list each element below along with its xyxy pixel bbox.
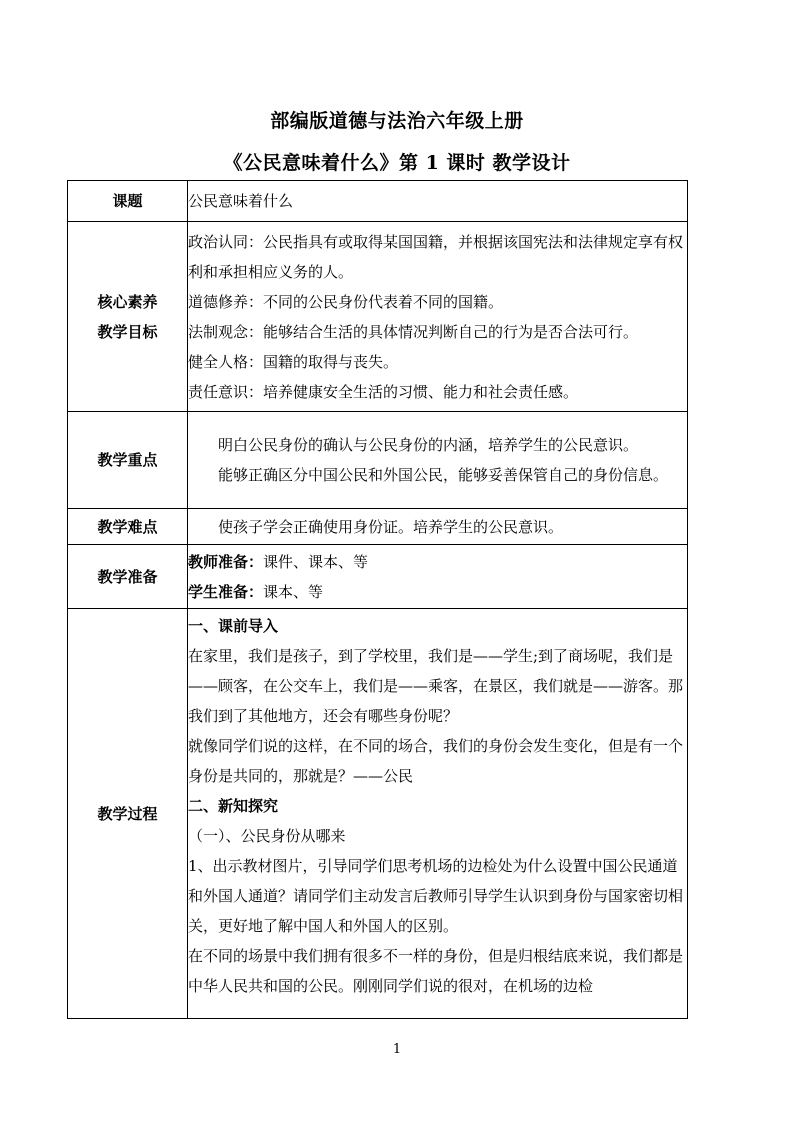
difficulty-content [188, 509, 688, 545]
difficulty-label: 教学难点 [68, 509, 188, 545]
student-prep-value: 课本、等 [263, 582, 324, 601]
goals-label-line2: 教学目标 [97, 322, 158, 341]
student-prep-label: 学生准备： [188, 582, 264, 601]
topic-label: 课题 [68, 181, 188, 222]
goal-item: 政治认同：公民指具有或取得某国国籍，并根据该国宪法和法律规定享有权利和承担相应义务的人。 [188, 232, 684, 281]
section-heading: 二、新知探究 [188, 797, 279, 815]
goal-item: 健全人格：国籍的取得与丧失。 [188, 352, 399, 371]
preparation-content [188, 545, 688, 609]
subsection-heading: （一）、公民身份从哪来 [188, 827, 346, 845]
teacher-prep-label: 教师准备： [188, 552, 264, 571]
document-title: 部编版道德与法治六年级上册 [270, 110, 524, 132]
topic-value: 公民意味着什么 [188, 181, 688, 222]
teacher-prep-value: 课件、课本、等 [263, 552, 369, 571]
page-number: 1 [392, 1042, 402, 1057]
row-key-points [68, 412, 688, 509]
process-content [188, 609, 688, 1019]
paragraph: 在不同的场景中我们拥有很多不一样的身份，但是归根结底来说，我们都是中华人民共和国的公民。刚刚同学们说的很对，在机场的边检 [188, 947, 684, 995]
lesson-plan-table [67, 180, 688, 1019]
row-process [68, 609, 688, 1019]
paragraph: 在家里，我们是孩子，到了学校里，我们是——学生;到了商场呢，我们是——顾客，在公交车上，我们是——乘客，在景区，我们就是——游客。那我们到了其他地方，还会有哪些身份呢？ [188, 647, 684, 725]
paragraph: 1、出示教材图片，引导同学们思考机场的边检处为什么设置中国公民通道和外国人通道？请同学们主动发言后教师引导学生认识到身份与国家密切相关，更好地了解中国人和外国人的区别。 [188, 857, 684, 935]
row-difficulty [68, 509, 688, 545]
section-heading: 一、课前导入 [188, 617, 279, 635]
row-goals [68, 222, 688, 412]
goals-content [188, 222, 688, 412]
process-label: 教学过程 [68, 609, 188, 1019]
difficulty-text: 使孩子学会正确使用身份证。培养学生的公民意识。 [218, 517, 564, 536]
goals-label-line1: 核心素养 [97, 292, 158, 311]
key-points-content [188, 412, 688, 509]
key-point-item: 明白公民身份的确认与公民身份的内涵，培养学生的公民意识。 [218, 436, 639, 454]
goal-item: 法制观念：能够结合生活的具体情况判断自己的行为是否合法可行。 [188, 322, 639, 341]
preparation-label: 教学准备 [68, 545, 188, 609]
goal-item: 道德修养：不同的公民身份代表着不同的国籍。 [188, 292, 504, 311]
teacher-preparation [188, 547, 687, 577]
document-subtitle: 《公民意味着什么》第 1 课时 教学设计 [223, 152, 571, 174]
goal-item: 责任意识：培养健康安全生活的习惯、能力和社会责任感。 [188, 382, 579, 401]
student-preparation [188, 577, 687, 607]
key-point-item: 能够正确区分中国公民和外国公民，能够妥善保管自己的身份信息。 [218, 466, 669, 484]
paragraph: 就像同学们说的这样，在不同的场合，我们的身份会发生变化，但是有一个身份是共同的，那就是？——公民 [188, 737, 684, 785]
row-topic [68, 181, 688, 222]
row-preparation [68, 545, 688, 609]
goals-label [68, 222, 188, 412]
key-points-label: 教学重点 [68, 412, 188, 509]
